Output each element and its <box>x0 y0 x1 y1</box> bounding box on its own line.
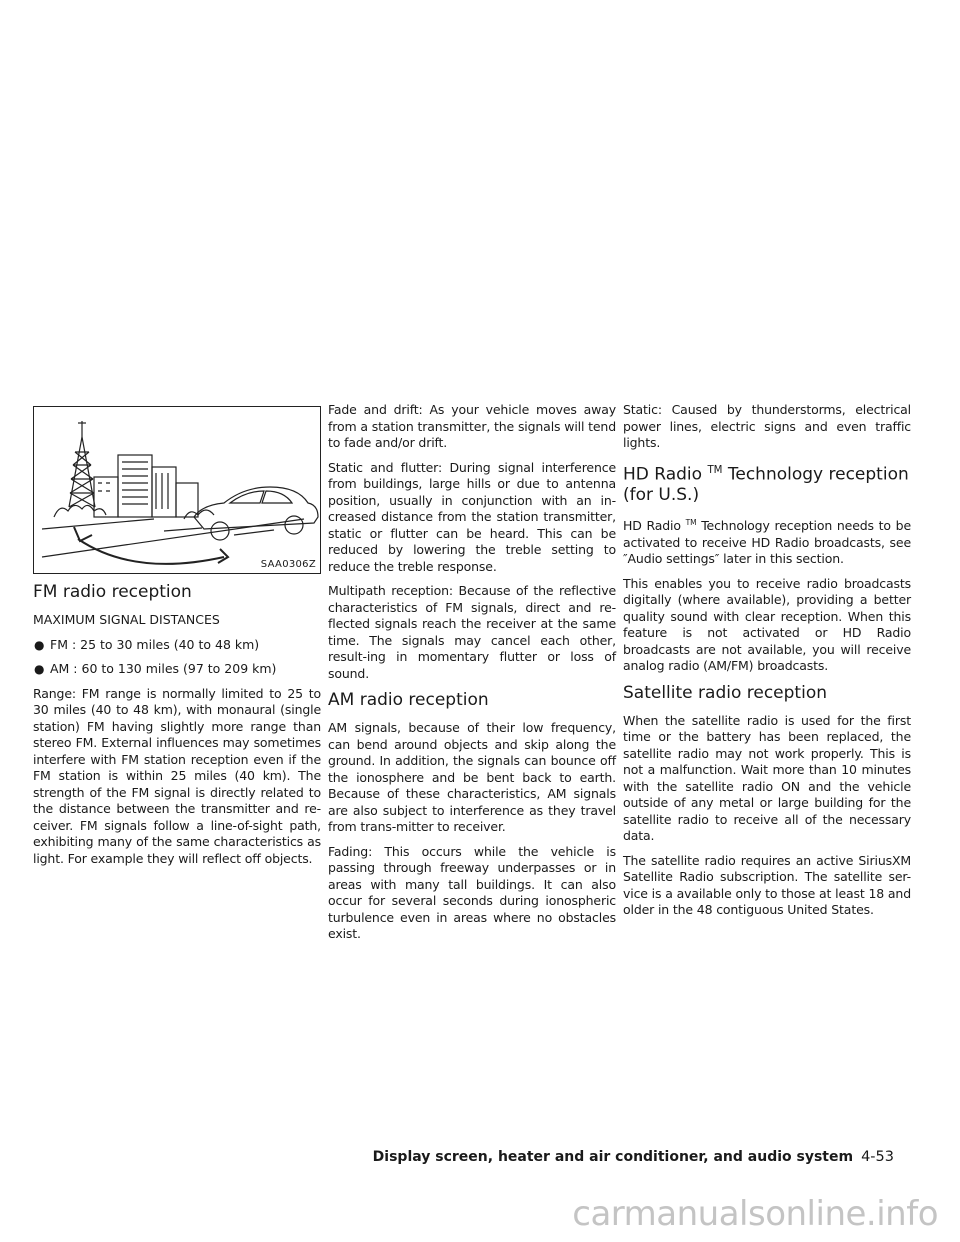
page-number: 4-53 <box>861 1149 894 1165</box>
hd-benefit-paragraph: This enables you to receive radio broadcasts digitally (where available), providing a better quality sound with clear reception. When this feature is not activated or HD Radio broadcasts are not available, you will receive analog radio (AM/FM) broadcasts. <box>623 575 911 674</box>
satellite-subscription-paragraph: The satellite radio requires an active SiriusXM Satellite Radio subscription. The satellite ser-vice is a available only to those at least 18 and older in the 48 contiguous United States. <box>623 852 911 918</box>
heading-satellite-reception: Satellite radio reception <box>623 682 827 703</box>
page-footer <box>373 1149 894 1165</box>
column-1 <box>33 402 321 875</box>
watermark: carmanualsonline.info <box>572 1194 938 1234</box>
trademark-mark: TM <box>685 518 697 528</box>
column-3 <box>623 402 911 927</box>
column-2 <box>328 402 616 951</box>
heading-am-reception: AM radio reception <box>328 690 489 710</box>
signal-distance-list <box>33 637 321 678</box>
bullet-icon: ● <box>34 637 45 652</box>
static-paragraph: Static: Caused by thunderstorms, electrical power lines, electric signs and even traffic lights. <box>623 402 911 450</box>
multipath-paragraph: Multipath reception: Because of the reflective characteristics of FM signals, direct and re-flected signals reach the receiver at the same time. The signals may cancel each other, result-ing in momentary flutter or loss of sound. <box>328 583 616 681</box>
heading-hd-radio: HD Radio ™ Technology reception (for U.S.) <box>623 464 909 506</box>
fade-drift-paragraph: Fade and drift: As your vehicle moves away from a station transmitter, the signals will tend to fade and/or drift. <box>328 402 616 450</box>
fading-paragraph: Fading: This occurs while the vehicle is passing through freeway underpasses or in areas with many tall buildings. It can also occur for several seconds during ionospheric turbulence even in areas where no obstacles exist. <box>328 843 616 941</box>
section-title: Display screen, heater and air conditioner, and audio system <box>372 1149 854 1165</box>
bullet-icon: ● <box>34 662 45 676</box>
max-signal-heading: MAXIMUM SIGNAL DISTANCES <box>33 612 220 627</box>
heading-fm-reception: FM radio reception <box>33 582 192 602</box>
satellite-first-use-paragraph: When the satellite radio is used for the first time or the battery has been replaced, the satellite radio may not work properly. This is not a malfunction. Wait more than 10 minutes with the satellite radio ON and the vehicle outside of any metal or large building for the satellite radio to receive all of the necessary data. <box>623 712 911 844</box>
figure-code: SAA0306Z <box>260 559 316 570</box>
am-intro-paragraph: AM signals, because of their low frequency, can bend around objects and skip along the ground. In addition, the signals can bounce off the ionosphere and be bent back to earth. Because of these characteristics, AM signals are also subject to interference as they travel from trans-mitter to receiver. <box>328 720 616 834</box>
trademark-mark: TM <box>707 464 723 476</box>
radio-reception-illustration <box>33 406 321 574</box>
fm-range-paragraph: Range: FM range is normally limited to 25 to 30 miles (40 to 48 km), with monaural (single station) FM having slightly more range than stereo FM. External influences may sometimes interfere with FM station reception even if the FM station is within 25 miles (40 km). The strength of the FM signal is directly related to the distance between the transmitter and re-ceiver. FM signals follow a line-of-sight path, exhibiting many of the same characteristics as light. For example they will reflect off objects. <box>33 685 321 866</box>
hd-activation-paragraph: HD Radio ™ Technology reception needs to be activated to receive HD Radio broadcasts, see ″Audio settings″ later in this section. <box>623 518 911 567</box>
tower-buildings-car-drawing <box>34 407 320 573</box>
static-flutter-paragraph: Static and flutter: During signal interference from buildings, large hills or due to antenna position, usually in conjunction with an in-creased distance from the station transmitter, static or flutter can be heard. This can be reduced by lowering the treble setting to reduce the treble response. <box>328 459 616 574</box>
list-item: ● AM : 60 to 130 miles (97 to 209 km) <box>34 661 277 676</box>
list-item: ● FM : 25 to 30 miles (40 to 48 km) <box>34 636 260 652</box>
